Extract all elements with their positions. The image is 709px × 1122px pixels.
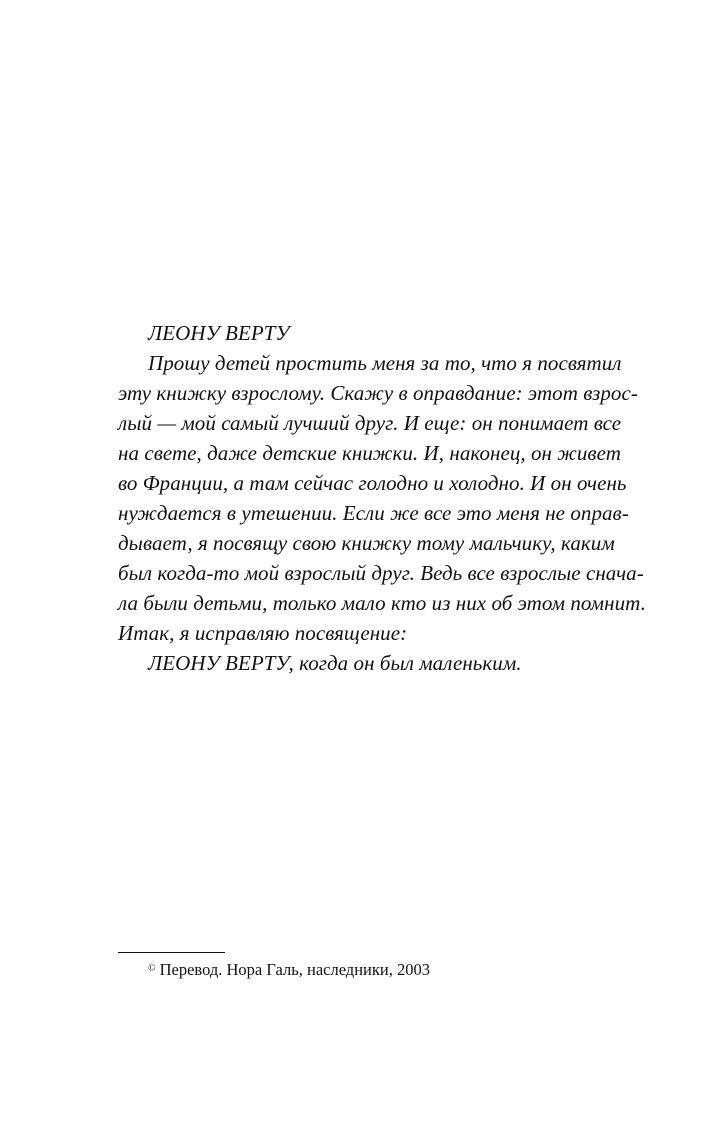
dedication-line: на свете, даже детские книжки. И, наконец, он живет	[118, 441, 621, 465]
dedication	[118, 318, 646, 678]
dedication-line: был когда-то мой взрослый друг. Ведь все взрослые снача-	[118, 561, 644, 585]
copyright-icon: ©	[148, 963, 156, 974]
dedication-line: Итак, я исправляю посвящение:	[118, 621, 408, 645]
dedication-line: лый — мой самый лучший друг. И еще: он понимает все	[118, 411, 622, 435]
dedication-heading: ЛЕОНУ ВЕРТУ	[148, 321, 290, 345]
dedication-line: нуждается в утешении. Если же все это меня не оправ-	[118, 501, 629, 525]
copyright-text: Перевод. Нора Галь, наследники, 2003	[159, 960, 430, 979]
copyright-footnote	[148, 957, 430, 982]
dedication-line: во Франции, а там сейчас голодно и холодно. И он очень	[118, 471, 627, 495]
footnote-divider	[118, 952, 225, 953]
dedication-line: эту книжку взрослому. Скажу в оправдание: этот взрос-	[118, 381, 638, 405]
dedication-line: ла были детьми, только мало кто из них об этом помнит.	[118, 591, 646, 615]
dedication-closing: ЛЕОНУ ВЕРТУ, когда он был маленьким.	[148, 651, 522, 675]
dedication-line: Прошу детей простить меня за то, что я посвятил	[148, 351, 622, 375]
dedication-line: дывает, я посвящу свою книжку тому мальчику, каким	[118, 531, 615, 555]
